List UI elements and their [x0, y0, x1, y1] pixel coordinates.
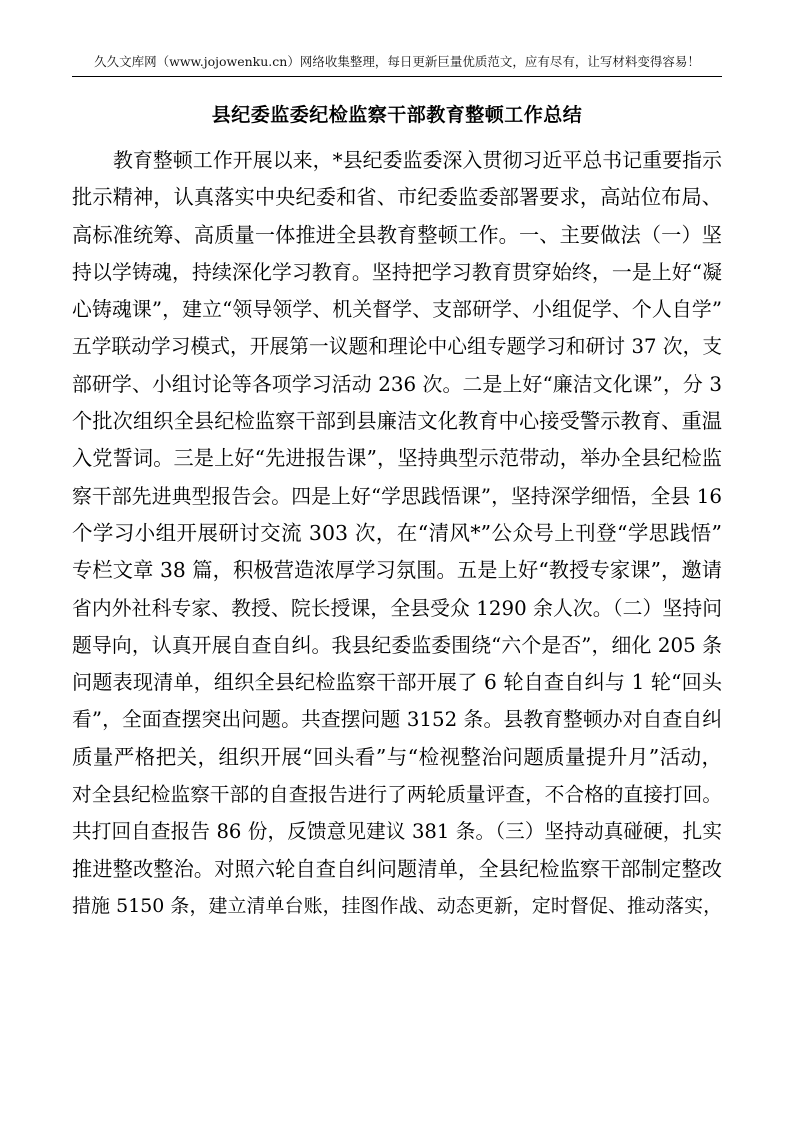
body-line: 对全县纪检监察干部的自查报告进行了两轮质量评查，不合格的直接打回。 — [72, 783, 722, 807]
body-line: 看”，全面查摆突出问题。共查摆问题 3152 条。县教育整顿办对自查自纠 — [72, 708, 722, 732]
body-line: 教育整顿工作开展以来，*县纪委监委深入贯彻习近平总书记重要指示 — [113, 149, 722, 172]
body-line: 推进整改整治。对照六轮自查自纠问题清单，全县纪检监察干部制定整改 — [72, 856, 722, 881]
body-line: 质量严格把关，组织开展“回头看”与“检视整治问题质量提升月”活动， — [72, 744, 722, 769]
body-line: 察干部先进典型报告会。四是上好“学思践悟课”，坚持深学细悟，全县 16 — [72, 484, 722, 508]
body-line: 措施 5150 条，建立清单台账，挂图作战、动态更新，定时督促、推动落实， — [72, 894, 722, 917]
body-line: 入党誓词。三是上好“先进报告课”，坚持典型示范带动，举办全县纪检监 — [72, 446, 722, 471]
body-line: 个学习小组开展研讨交流 303 次，在“清风*”公众号上刊登“学思践悟” — [72, 520, 722, 545]
body-line: 题导向，认真开展自查自纠。我县纪委监委围绕“六个是否”，细化 205 条 — [72, 633, 722, 657]
body-line: 心铸魂课”，建立“领导领学、机关督学、支部研学、小组促学、个人自学” — [72, 298, 722, 322]
body-line: 五学联动学习模式，开展第一议题和理论中心组专题学习和研讨 37 次，支 — [72, 335, 722, 359]
body-line: 省内外社科专家、教授、院长授课，全县受众 1290 余人次。（二）坚持问 — [72, 596, 722, 620]
page-header: 久久文库网（www.jojowenku.cn）网络收集整理，每日更新巨量优质范文，应有尽有，让写材料变得容易！ — [94, 54, 700, 69]
body-line: 批示精神，认真落实中央纪委和省、市纪委监委部署要求，高站位布局、 — [72, 185, 722, 210]
body-line: 问题表现清单，组织全县纪检监察干部开展了 6 轮自查自纠与 1 轮“回头 — [72, 670, 722, 695]
body-line: 高标准统筹、高质量一体推进全县教育整顿工作。一、主要做法（一）坚 — [72, 222, 722, 247]
header-divider — [72, 76, 722, 77]
document-body — [72, 142, 722, 925]
body-line: 专栏文章 38 篇，积极营造浓厚学习氛围。五是上好“教授专家课”，邀请 — [72, 558, 722, 583]
body-line: 共打回自查报告 86 份，反馈意见建议 381 条。（三）坚持动真碰硬，扎实 — [72, 820, 722, 844]
body-line: 部研学、小组讨论等各项学习活动 236 次。二是上好“廉洁文化课”，分 3 — [72, 372, 722, 396]
body-line: 个批次组织全县纪检监察干部到县廉洁文化教育中心接受警示教育、重温 — [72, 409, 722, 434]
body-line: 持以学铸魂，持续深化学习教育。坚持把学习教育贯穿始终，一是上好“凝 — [72, 260, 722, 284]
document-title: 县纪委监委纪检监察干部教育整顿工作总结 — [211, 104, 583, 126]
